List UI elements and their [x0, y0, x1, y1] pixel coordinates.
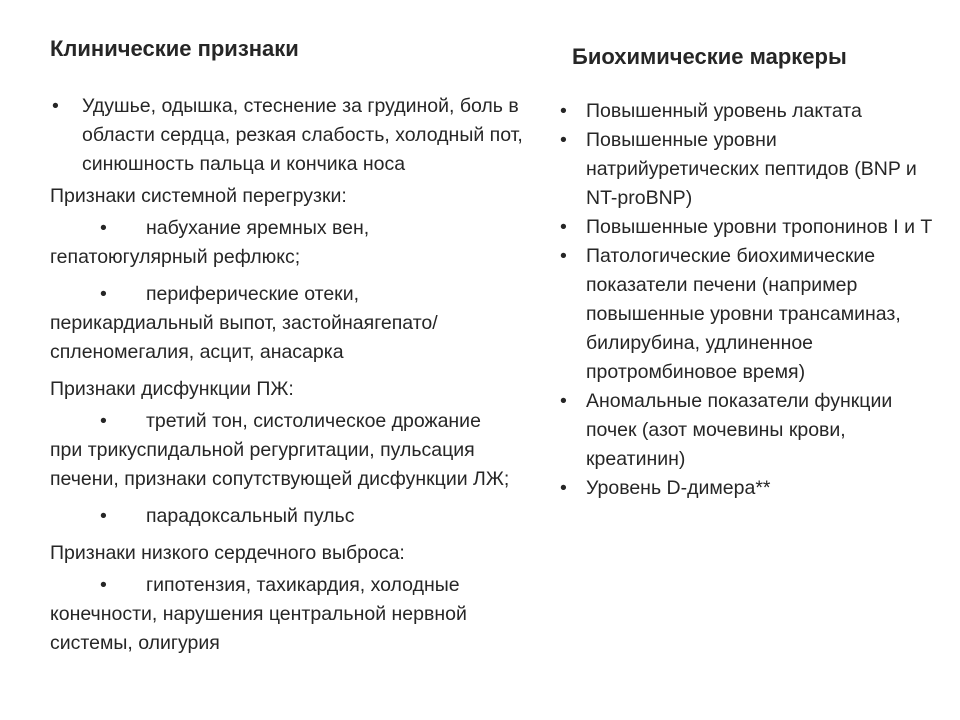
bullet-icon: • [560, 129, 567, 151]
sub-item-first-line: периферические отеки, [146, 283, 360, 305]
marker-item [560, 242, 945, 387]
sub-item [50, 502, 536, 531]
group-label-low-output: Признаки низкого сердечного выброса: [50, 542, 405, 564]
sub-item-first-line: парадоксальный пульс [146, 505, 355, 527]
marker-text: Уровень D-димера** [586, 477, 771, 499]
bullet-icon: • [560, 477, 567, 499]
marker-item [560, 213, 945, 242]
sub-item-first-line: третий тон, систолическое дрожание [146, 410, 481, 432]
sub-item-rest: при трикуспидальной регургитации, пульсация печени, признаки сопутствующей дисфункции ЛЖ; [50, 439, 510, 490]
biochemical-markers-heading: Биохимические маркеры [572, 44, 847, 69]
sub-item [50, 280, 536, 367]
bullet-icon: • [100, 410, 107, 432]
group-label-rv: Признаки дисфункции ПЖ: [50, 378, 294, 400]
marker-text: Повышенные уровни натрийуретических пептидов (BNP и NT-proBNP) [586, 129, 917, 209]
clinical-main-bullet [50, 92, 536, 179]
sub-item [50, 571, 536, 658]
marker-text: Повышенные уровни тропонинов I и T [586, 216, 933, 238]
marker-text: Повышенный уровень лактата [586, 100, 862, 122]
sub-item-rest: перикардиальный выпот, застойнаягепато/спленомегалия, асцит, анасарка [50, 312, 438, 363]
clinical-signs-body [50, 92, 536, 666]
bullet-icon: • [52, 95, 59, 117]
sub-item-rest: гепатоюгулярный рефлюкс; [50, 246, 301, 268]
bullet-icon: • [100, 505, 107, 527]
clinical-signs-column [50, 0, 536, 720]
marker-text: Аномальные показатели функции почек (азот мочевины крови, креатинин) [586, 390, 893, 470]
biochemical-markers-list [560, 97, 945, 503]
bullet-icon: • [560, 100, 567, 122]
sub-item [50, 407, 536, 494]
sub-item-first-line: набухание яремных вен, [146, 217, 370, 239]
sub-item [50, 214, 536, 272]
clinical-signs-heading: Клинические признаки [50, 36, 299, 61]
sub-item-rest: конечности, нарушения центральной нервной системы, олигурия [50, 603, 467, 654]
marker-text: Патологические биохимические показатели печени (например повышенные уровни трансаминаз, билирубина, удлиненное протромбиновое время) [586, 245, 901, 383]
marker-item [560, 387, 945, 474]
bullet-icon: • [560, 245, 567, 267]
bullet-icon: • [100, 574, 107, 596]
marker-item [560, 97, 945, 126]
marker-item [560, 474, 945, 503]
bullet-icon: • [100, 283, 107, 305]
marker-item [560, 126, 945, 213]
sub-item-first-line: гипотензия, тахикардия, холодные [146, 574, 460, 596]
bullet-icon: • [100, 217, 107, 239]
clinical-main-text: Удушье, одышка, стеснение за грудиной, боль в области сердца, резкая слабость, холодный пот, синюшность пальца и кончика носа [82, 95, 523, 175]
bullet-icon: • [560, 390, 567, 412]
bullet-icon: • [560, 216, 567, 238]
group-label-systemic: Признаки системной перегрузки: [50, 185, 347, 207]
